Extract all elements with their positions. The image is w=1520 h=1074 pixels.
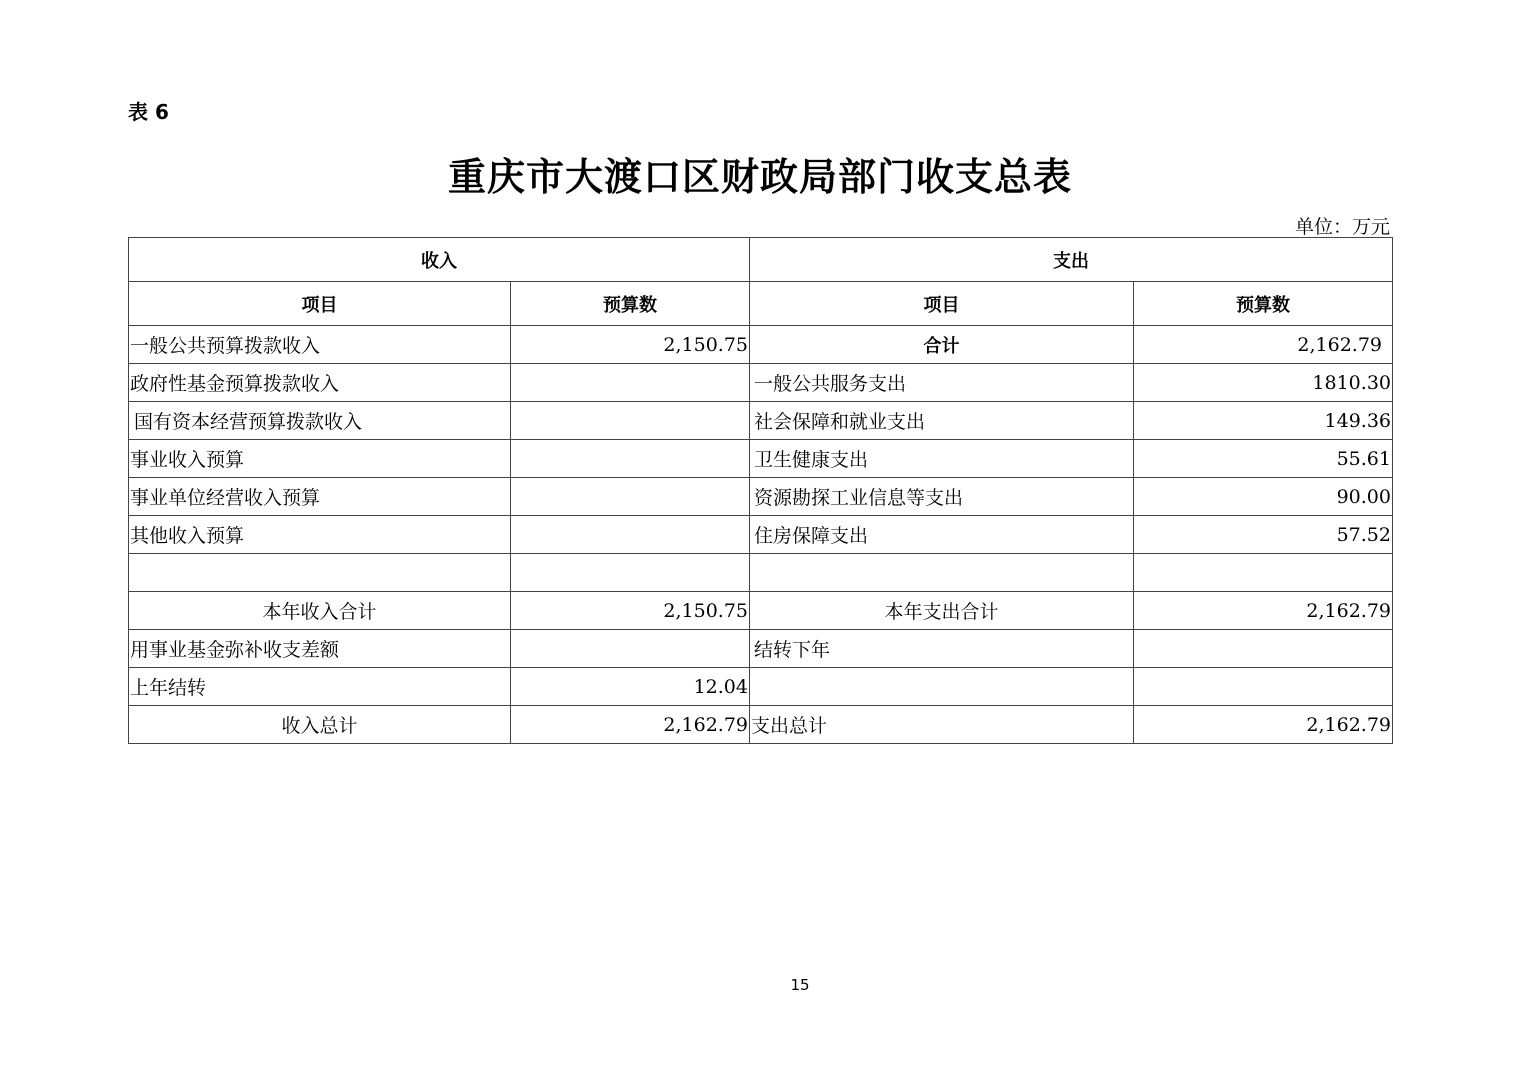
income-budget-header: 预算数 — [511, 282, 750, 326]
table-row — [129, 440, 1393, 478]
expense-item: 卫生健康支出 — [750, 440, 1134, 478]
income-item: 用事业基金弥补收支差额 — [129, 630, 511, 668]
income-item — [129, 554, 511, 592]
expense-item: 结转下年 — [750, 630, 1134, 668]
income-value — [511, 440, 750, 478]
expense-item: 住房保障支出 — [750, 516, 1134, 554]
page-number: 15 — [790, 976, 810, 994]
income-header: 收入 — [129, 238, 750, 282]
table-row — [129, 630, 1393, 668]
table-row — [129, 402, 1393, 440]
expense-value: 2,162.79 — [1134, 326, 1393, 364]
table-header-group-row — [129, 238, 1393, 282]
expense-value: 1810.30 — [1134, 364, 1393, 402]
income-value — [511, 516, 750, 554]
income-value: 2,150.75 — [511, 326, 750, 364]
expense-item: 合计 — [750, 326, 1134, 364]
table-row — [129, 516, 1393, 554]
expense-item: 支出总计 — [750, 706, 1134, 744]
expense-item: 资源勘探工业信息等支出 — [750, 478, 1134, 516]
expense-value — [1134, 668, 1393, 706]
table-row — [129, 364, 1393, 402]
unit-label: 单位：万元 — [1294, 216, 1390, 238]
expense-value — [1134, 554, 1393, 592]
expense-item-header: 项目 — [750, 282, 1134, 326]
expense-value — [1134, 630, 1393, 668]
expense-item: 本年支出合计 — [750, 592, 1134, 630]
expense-value: 55.61 — [1134, 440, 1393, 478]
expense-value: 57.52 — [1134, 516, 1393, 554]
expense-budget-header: 预算数 — [1134, 282, 1393, 326]
table-header-row — [129, 282, 1393, 326]
expense-item — [750, 554, 1134, 592]
income-value: 12.04 — [511, 668, 750, 706]
expense-item: 社会保障和就业支出 — [750, 402, 1134, 440]
income-item: 本年收入合计 — [129, 592, 511, 630]
income-item: 一般公共预算拨款收入 — [129, 326, 511, 364]
income-item: 政府性基金预算拨款收入 — [129, 364, 511, 402]
table-row — [129, 668, 1393, 706]
income-value: 2,162.79 — [511, 706, 750, 744]
income-item: 国有资本经营预算拨款收入 — [129, 402, 511, 440]
table-row — [129, 706, 1393, 744]
income-value — [511, 554, 750, 592]
expense-value: 2,162.79 — [1134, 706, 1393, 744]
expense-value: 90.00 — [1134, 478, 1393, 516]
income-item: 其他收入预算 — [129, 516, 511, 554]
table-row — [129, 478, 1393, 516]
income-item: 收入总计 — [129, 706, 511, 744]
expense-value: 149.36 — [1134, 402, 1393, 440]
income-item: 事业单位经营收入预算 — [129, 478, 511, 516]
income-item: 上年结转 — [129, 668, 511, 706]
income-value: 2,150.75 — [511, 592, 750, 630]
income-value — [511, 478, 750, 516]
expense-item: 一般公共服务支出 — [750, 364, 1134, 402]
income-value — [511, 630, 750, 668]
income-item: 事业收入预算 — [129, 440, 511, 478]
table-row — [129, 326, 1393, 364]
income-item-header: 项目 — [129, 282, 511, 326]
expense-header: 支出 — [750, 238, 1393, 282]
table-number: 表 6 — [128, 100, 169, 124]
income-value — [511, 402, 750, 440]
table-row — [129, 554, 1393, 592]
table-row — [129, 592, 1393, 630]
expense-value: 2,162.79 — [1134, 592, 1393, 630]
page-title: 重庆市大渡口区财政局部门收支总表 — [447, 155, 1072, 199]
expense-item — [750, 668, 1134, 706]
income-expense-table — [128, 237, 1393, 744]
income-value — [511, 364, 750, 402]
